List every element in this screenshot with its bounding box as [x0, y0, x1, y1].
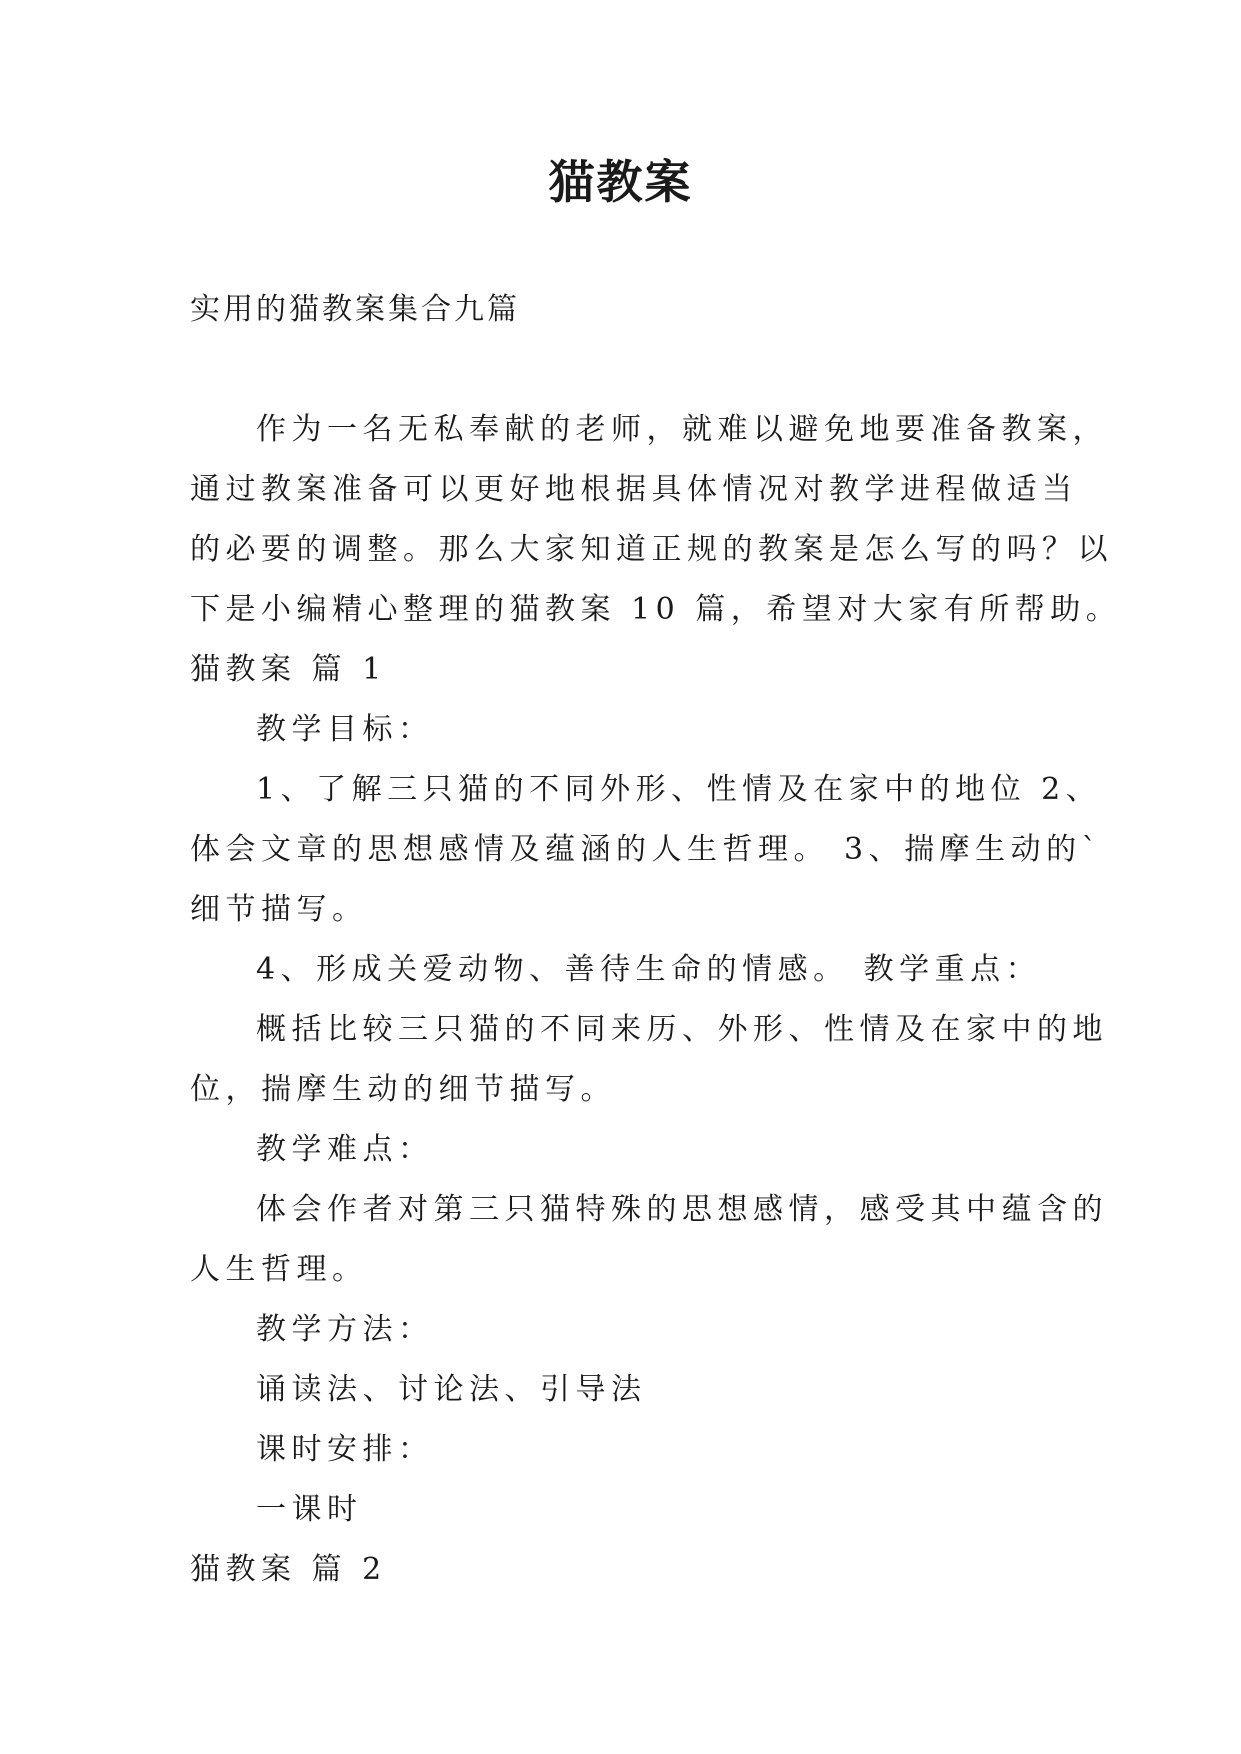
text-line: 教学目标： — [256, 712, 434, 747]
text-line: 细节描写。 — [190, 892, 368, 927]
text-line: 教学难点： — [256, 1132, 434, 1167]
text-line: 位，揣摩生动的细节描写。 — [190, 1072, 616, 1107]
text-line: 概括比较三只猫的不同来历、外形、性情及在家中的地 — [256, 1012, 1108, 1047]
text-line: 教学方法： — [256, 1312, 434, 1347]
text-line: 人生哲理。 — [190, 1252, 368, 1287]
text-line: 体会作者对第三只猫特殊的思想感情，感受其中蕴含的 — [256, 1192, 1108, 1227]
text-line: 通过教案准备可以更好地根据具体情况对教学进程做适当 — [190, 472, 1078, 507]
document-body — [190, 400, 1122, 1600]
text-line: 诵读法、讨论法、引导法 — [256, 1372, 647, 1407]
text-line: 的必要的调整。那么大家知道正规的教案是怎么写的吗？以 — [190, 532, 1113, 567]
text-line: 1、了解三只猫的不同外形、性情及在家中的地位 2、 — [256, 772, 1102, 807]
text-line: 猫教案 篇 1 — [190, 652, 387, 687]
text-line: 4、形成关爱动物、善待生命的情感。 教学重点： — [256, 952, 1042, 987]
text-line: 体会文章的思想感情及蕴涵的人生哲理。 3、揣摩生动的` — [190, 832, 1103, 867]
text-line: 猫教案 篇 2 — [190, 1552, 387, 1587]
text-line: 作为一名无私奉献的老师，就难以避免地要准备教案， — [256, 412, 1108, 447]
text-line: 课时安排： — [256, 1432, 434, 1467]
page-title: 猫教案 — [548, 155, 693, 209]
text-line: 下是小编精心整理的猫教案 10 篇，希望对大家有所帮助。 — [190, 592, 1122, 627]
text-line: 一课时 — [256, 1492, 363, 1527]
document-subtitle: 实用的猫教案集合九篇 — [190, 292, 520, 327]
